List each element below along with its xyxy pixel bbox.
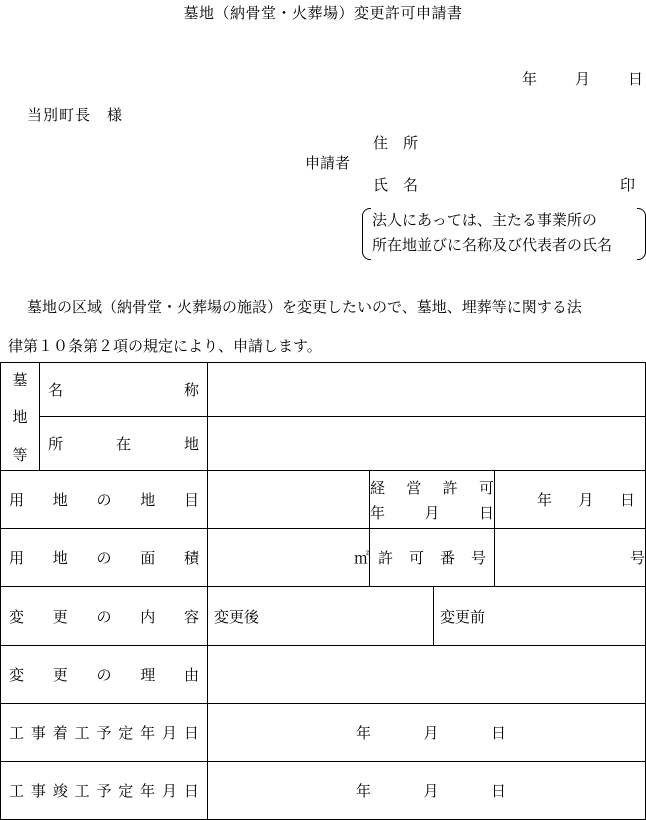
completion-date-input[interactable]: 年 月 日 — [208, 762, 646, 820]
corporation-note — [362, 208, 646, 262]
permit-number-label: 許 可 番 号 — [370, 529, 495, 587]
land-category-label: 用 地 の 地 目 — [1, 471, 208, 529]
cemetery-name-input[interactable] — [208, 363, 646, 417]
completion-date-label: 工 事 竣 工 予 定 年 月 日 — [1, 762, 208, 820]
permit-number-input[interactable] — [495, 529, 646, 587]
number-suffix: 号 — [629, 549, 645, 567]
seal-mark: 印 — [620, 176, 636, 194]
bracket-right — [637, 208, 646, 260]
applicant-label: 申請者 — [305, 154, 351, 172]
category-char: 地 — [12, 408, 28, 426]
after-change-input[interactable]: 変更後 — [208, 587, 434, 645]
body-text-line2: 律第１０条第２項の規定により、申請します。 — [8, 337, 322, 355]
cemetery-category-cell — [1, 363, 40, 471]
change-reason-input[interactable] — [208, 646, 646, 704]
land-category-input[interactable] — [208, 471, 370, 529]
cemetery-location-input[interactable] — [208, 417, 646, 471]
category-char: 等 — [12, 445, 28, 464]
start-date-label: 工 事 着 工 予 定 年 月 日 — [1, 704, 208, 762]
location-field-label: 所 在 地 — [40, 417, 208, 471]
name-label: 氏 名 — [373, 176, 419, 194]
date-day-label: 日 — [628, 70, 644, 88]
bracket-left — [362, 208, 371, 260]
application-date — [522, 68, 643, 89]
corp-note-line1: 法人にあっては、主たる事業所の — [372, 211, 597, 229]
area-unit: ㎡ — [353, 549, 369, 567]
change-content-label: 変 更 の 内 容 — [1, 587, 208, 646]
change-reason-label: 変 更 の 理 由 — [1, 646, 208, 704]
permit-date-label: 経 営 許 可 年 月 日 — [370, 471, 495, 529]
corp-note-line2: 所在地並びに名称及び代表者の氏名 — [372, 236, 613, 254]
application-form-table — [0, 362, 646, 820]
addressee: 当別町長 様 — [27, 106, 124, 124]
document-title: 墓地（納骨堂・火葬場）変更許可申請書 — [183, 4, 463, 22]
body-text-line1: 墓地の区域（納骨堂・火葬場の施設）を変更したいので、墓地、埋葬等に関する法 — [27, 298, 582, 316]
land-area-label: 用 地 の 面 積 — [1, 529, 208, 587]
date-year-label: 年 — [522, 70, 538, 88]
date-month-label: 月 — [575, 70, 591, 88]
name-field-label: 名 称 — [40, 363, 208, 417]
permit-date-input[interactable]: 年 月 日 — [495, 471, 646, 529]
address-label: 住 所 — [373, 134, 419, 152]
change-content-cell — [208, 587, 646, 646]
before-change-input[interactable]: 変更前 — [440, 607, 486, 626]
start-date-input[interactable]: 年 月 日 — [208, 704, 646, 762]
land-area-input[interactable] — [208, 529, 370, 587]
category-char: 墓 — [12, 370, 28, 389]
